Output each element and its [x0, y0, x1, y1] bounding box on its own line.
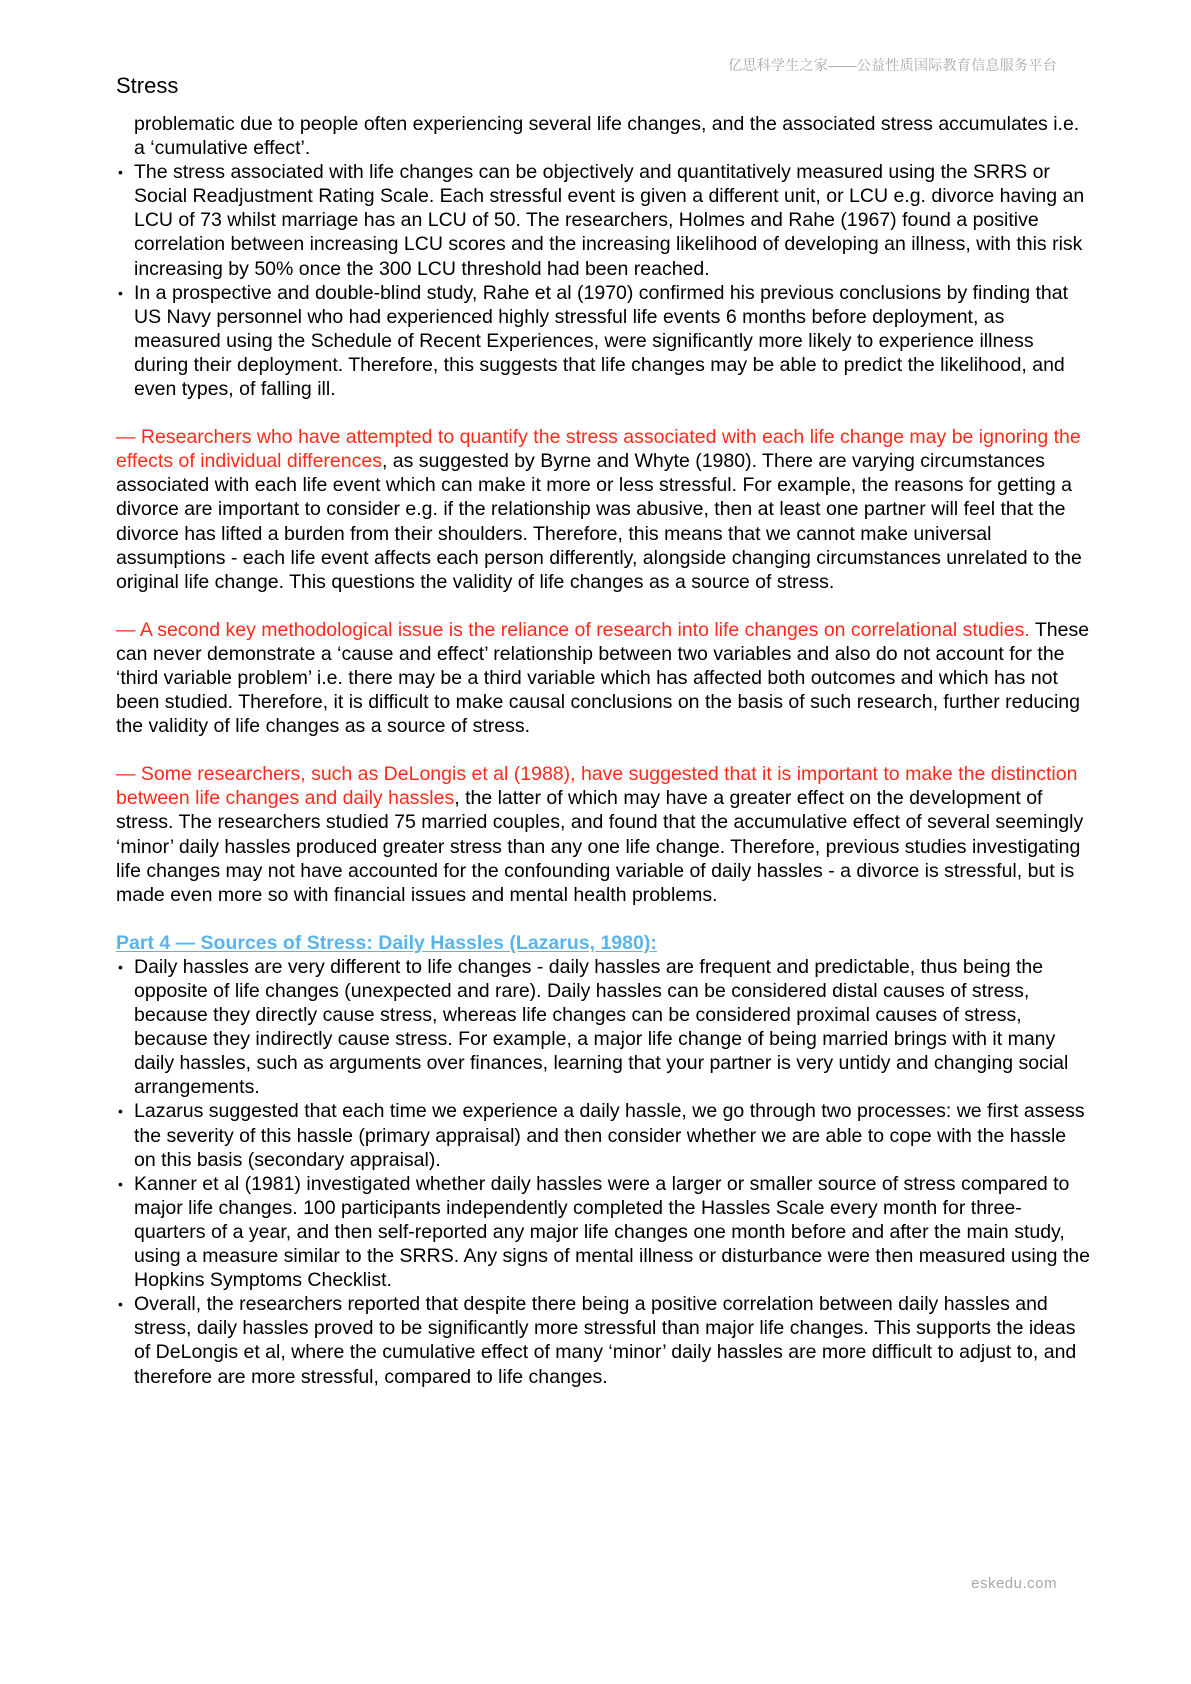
list-item-text: Lazarus suggested that each time we experience a daily hassle, we go through two processes: we first assess the severity of this hassle (primary appraisal) and then consider whether we are able to cope with the hassle on this basis (secondary appraisal).	[134, 1100, 1085, 1171]
bullet-icon: •	[118, 164, 123, 181]
bullet-icon: •	[118, 1103, 123, 1120]
bullet-icon: •	[118, 1296, 123, 1313]
list-item-text: Kanner et al (1981) investigated whether daily hassles were a larger or smaller source of stress compared to major life changes. 100 participants independently completed the Hassles Scale every month for three-quarters of a year, and then self-reported any major life changes one month before and after the main study, using a measure similar to the SRRS. Any signs of mental illness or disturbance were then measured using the Hopkins Symptoms Checklist.	[134, 1172, 1090, 1292]
page-title: Stress	[116, 73, 179, 98]
header-watermark: 亿思科学生之家——公益性质国际教育信息服务平台	[728, 57, 1057, 73]
bullet-list-daily-hassles	[116, 955, 1092, 1389]
evaluation-point-red: — A second key methodological issue is the reliance of research into life changes on correlational studies.	[116, 618, 1030, 641]
bullet-list-life-changes	[116, 160, 1092, 401]
evaluation-paragraph-daily-hassles	[116, 762, 1092, 907]
bullet-icon: •	[118, 284, 123, 301]
footer-site-name: eskedu.com	[971, 1575, 1057, 1592]
evaluation-text: , the latter of which may have a greater effect on the development of stress. The researchers studied 75 married couples, and found that the accumulative effect of several seemingly ‘minor’ daily hassles produced greater stress than any one life change. Therefore, previous studies investigating life changes may not have accounted for the confounding variable of daily hassles - a divorce is stressful, but is made even more so with financial issues and mental health problems.	[116, 787, 1084, 906]
section-heading-link[interactable]: Part 4 — Sources of Stress: Daily Hassles (Lazarus, 1980):	[116, 931, 657, 954]
list-item	[116, 1099, 1092, 1171]
list-item	[116, 281, 1092, 401]
evaluation-paragraph-correlational	[116, 618, 1092, 738]
list-item-text: Overall, the researchers reported that despite there being a positive correlation between daily hassles and stress, daily hassles proved to be significantly more stressful than major life changes. This supports the ideas of DeLongis et al, where the cumulative effect of many ‘minor’ daily hassles are more difficult to adjust to, and therefore are more stressful, compared to life changes.	[134, 1293, 1077, 1388]
bullet-icon: •	[118, 958, 123, 975]
list-item	[116, 1172, 1092, 1292]
list-item	[116, 1292, 1092, 1388]
continuation-text: problematic due to people often experiencing several life changes, and the associated stress accumulates i.e. a ‘cumulative effect’.	[134, 113, 1080, 160]
evaluation-point-red: — Some researchers, such as DeLongis et al (1988), have suggested that it is important to make the distinction between life changes and daily hassles	[116, 763, 1078, 810]
list-item-text: Daily hassles are very different to life changes - daily hassles are frequent and predictable, thus being the opposite of life changes (unexpected and rare). Daily hassles can be considered distal causes of stress, because they directly cause stress, whereas life changes can be considered proximal causes of stress, because they indirectly cause stress. For example, a major life change of being married brings with it many daily hassles, such as arguments over finances, learning that your partner is very untidy and changing social arrangements.	[134, 955, 1069, 1099]
list-item	[116, 160, 1092, 280]
list-item	[116, 955, 1092, 1100]
evaluation-paragraph-individual-differences	[116, 425, 1092, 594]
bullet-icon: •	[118, 1175, 123, 1192]
evaluation-text: , as suggested by Byrne and Whyte (1980). There are varying circumstances associated with each life event which can make it more or less stressful. For example, the reasons for getting a divorce are important to consider e.g. if the relationship was abusive, then at least one partner will feel that the divorce has lifted a burden from their shoulders. Therefore, this means that we cannot make universal assumptions - each life event affects each person differently, alongside changing circumstances unrelated to the original life change. This questions the validity of life changes as a source of stress.	[116, 450, 1082, 593]
document-body	[116, 112, 1092, 1389]
evaluation-text: These can never demonstrate a ‘cause and effect’ relationship between two variables and also do not account for the ‘third variable problem’ i.e. there may be a third variable which has affected both outcomes and which has not been studied. Therefore, it is difficult to make causal conclusions on the basis of such research, further reducing the validity of life changes as a source of stress.	[116, 618, 1090, 738]
list-item-text: In a prospective and double-blind study, Rahe et al (1970) confirmed his previous conclusions by finding that US Navy personnel who had experienced highly stressful life events 6 months before deployment, as measured using the Schedule of Recent Experiences, were significantly more likely to experience illness during their deployment. Therefore, this suggests that life changes may be able to predict the likelihood, and even types, of falling ill.	[134, 281, 1069, 401]
evaluation-point-red: — Researchers who have attempted to quantify the stress associated with each life change may be ignoring the effects of individual differences	[116, 426, 1081, 473]
list-item-text: The stress associated with life changes can be objectively and quantitatively measured using the SRRS or Social Readjustment Rating Scale. Each stressful event is given a different unit, or LCU e.g. divorce having an LCU of 73 whilst marriage has an LCU of 50. The researchers, Holmes and Rahe (1967) found a positive correlation between increasing LCU scores and the increasing likelihood of developing an illness, with this risk increasing by 50% once the 300 LCU threshold had been reached.	[134, 161, 1085, 280]
